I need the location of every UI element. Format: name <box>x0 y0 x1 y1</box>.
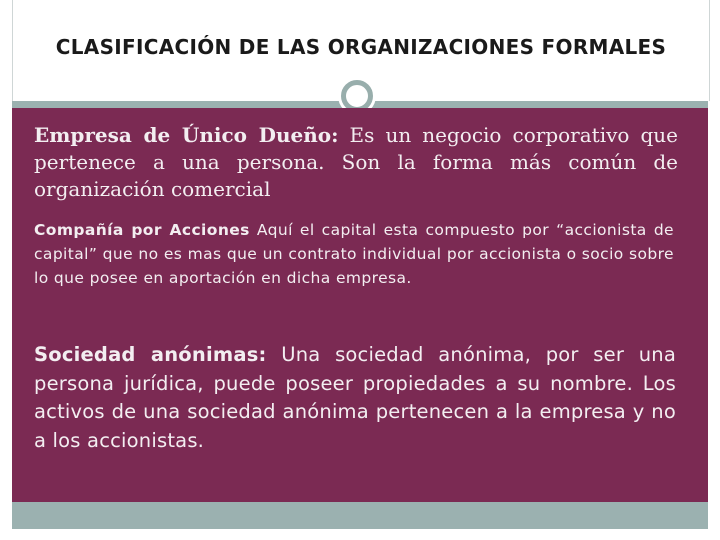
text-unico-dueno: Es un negocio corporativo que pertenece a una persona. Son la forma más común de organización comercial <box>34 123 678 201</box>
paragraph-compania-acciones <box>34 218 674 290</box>
term-compania-acciones: Compañía por Acciones <box>34 221 250 239</box>
term-unico-dueno: Empresa de Único Dueño: <box>34 123 339 147</box>
text-sociedad-anonima: Una sociedad anónima, por ser una persona jurídica, puede poseer propiedades a su nombre. Los activos de una sociedad anónima pertenecen a la empresa y no a los accionistas. <box>34 343 677 452</box>
term-sociedad-anonima: Sociedad anónimas: <box>34 343 267 366</box>
slide-title: CLASIFICACIÓN DE LAS ORGANIZACIONES FORMALES <box>55 35 667 59</box>
paragraph-unico-dueno <box>34 122 678 203</box>
paragraph-sociedad-anonima <box>34 341 676 455</box>
text-compania-acciones: Aquí el capital esta compuesto por “accionista de capital” que no es mas que un contrato individual por accionista o socio sobre lo que posee en aportación en dicha empresa. <box>34 221 674 287</box>
footer-bar <box>12 502 708 529</box>
slide-content <box>12 108 708 502</box>
